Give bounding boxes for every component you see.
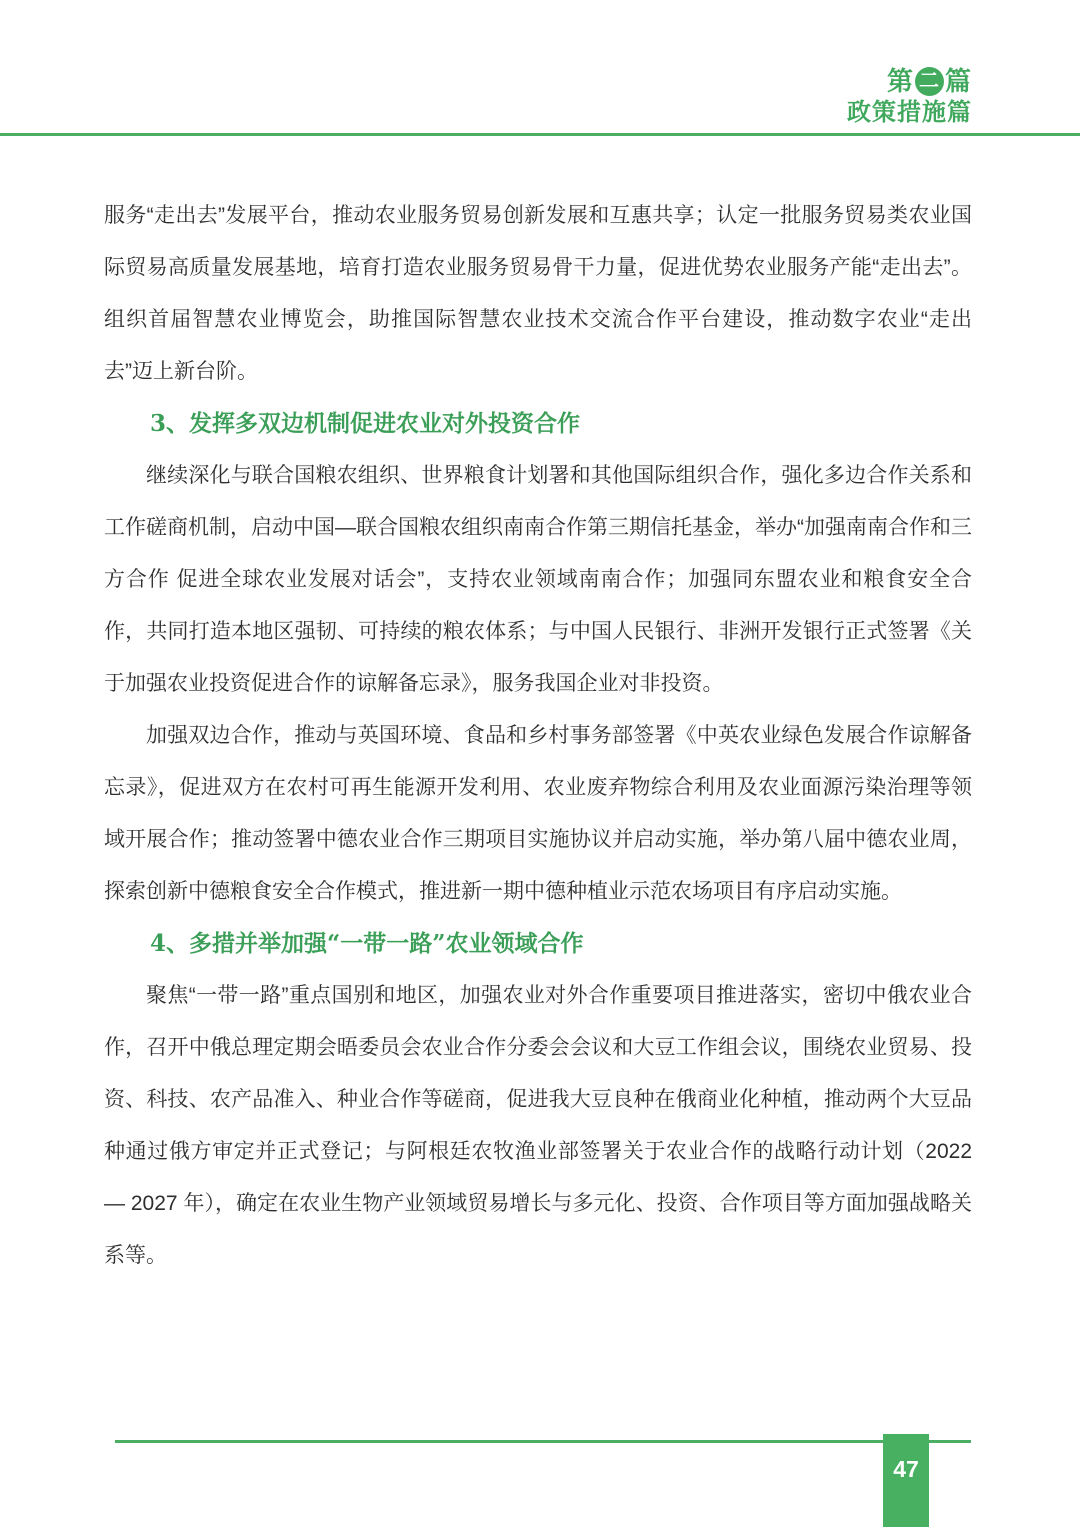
chapter-prefix: 第 (886, 66, 914, 96)
page-number: 47 (893, 1456, 919, 1482)
paragraph-belt-and-road: 聚焦“一带一路”重点国别和地区，加强农业对外合作重要项目推进落实，密切中俄农业合作，召开中俄总理定期会晤委员会农业合作分委会会议和大豆工作组会议，围绕农业贸易、投资、科技、农产品准入、种业合作等磋商，促进我大豆良种在俄商业化种植，推动两个大豆品种通过俄方审定并正式登记；与阿根廷农牧渔业部签署关于农业合作的战略行动计划（2022 — 2027 年），确定在农业生物产业领域贸易增长与多元化、投资、合作项目等方面加强战略关系等。 (104, 984, 972, 1267)
paragraph-continuation: 服务“走出去”发展平台，推动农业服务贸易创新发展和互惠共享；认定一批服务贸易类农业国际贸易高质量发展基地，培育打造农业服务贸易骨干力量，促进优势农业服务产能“走出去”。组织首届智慧农业博览会，助推国际智慧农业技术交流合作平台建设，推动数字农业“走出去”迈上新台阶。 (104, 204, 972, 383)
chapter-label (847, 66, 972, 96)
footer-divider (115, 1440, 971, 1443)
page-number-badge (883, 1434, 929, 1527)
header-divider (0, 133, 1080, 136)
paragraph-bilateral: 加强双边合作，推动与英国环境、食品和乡村事务部签署《中英农业绿色发展合作谅解备忘录》，促进双方在农村可再生能源开发利用、农业废弃物综合利用及农业面源污染治理等领域开展合作；推动签署中德农业合作三期项目实施协议并启动实施，举办第八届中德农业周，探索创新中德粮食安全合作模式，推进新一期中德种植业示范农场项目有序启动实施。 (104, 724, 972, 903)
chapter-suffix: 篇 (944, 66, 972, 96)
chapter-number-badge (915, 67, 944, 96)
chapter-title: 政策措施篇 (847, 99, 972, 126)
section-heading-3: 3、发挥多双边机制促进农业对外投资合作 (150, 410, 581, 437)
page-content (104, 190, 972, 1282)
chapter-number: 二 (918, 70, 940, 92)
section-heading-4: 4、多措并举加强“一带一路”农业领域合作 (150, 930, 584, 957)
page-header (847, 66, 972, 127)
paragraph-multilateral: 继续深化与联合国粮农组织、世界粮食计划署和其他国际组织合作，强化多边合作关系和工作磋商机制，启动中国—联合国粮农组织南南合作第三期信托基金，举办“加强南南合作和三方合作 促进全球农业发展对话会”，支持农业领域南南合作；加强同东盟农业和粮食安全合作，共同打造本地区强韧、可持续的粮农体系；与中国人民银行、非洲开发银行正式签署《关于加强农业投资促进合作的谅解备忘录》，服务我国企业对非投资。 (104, 464, 972, 695)
